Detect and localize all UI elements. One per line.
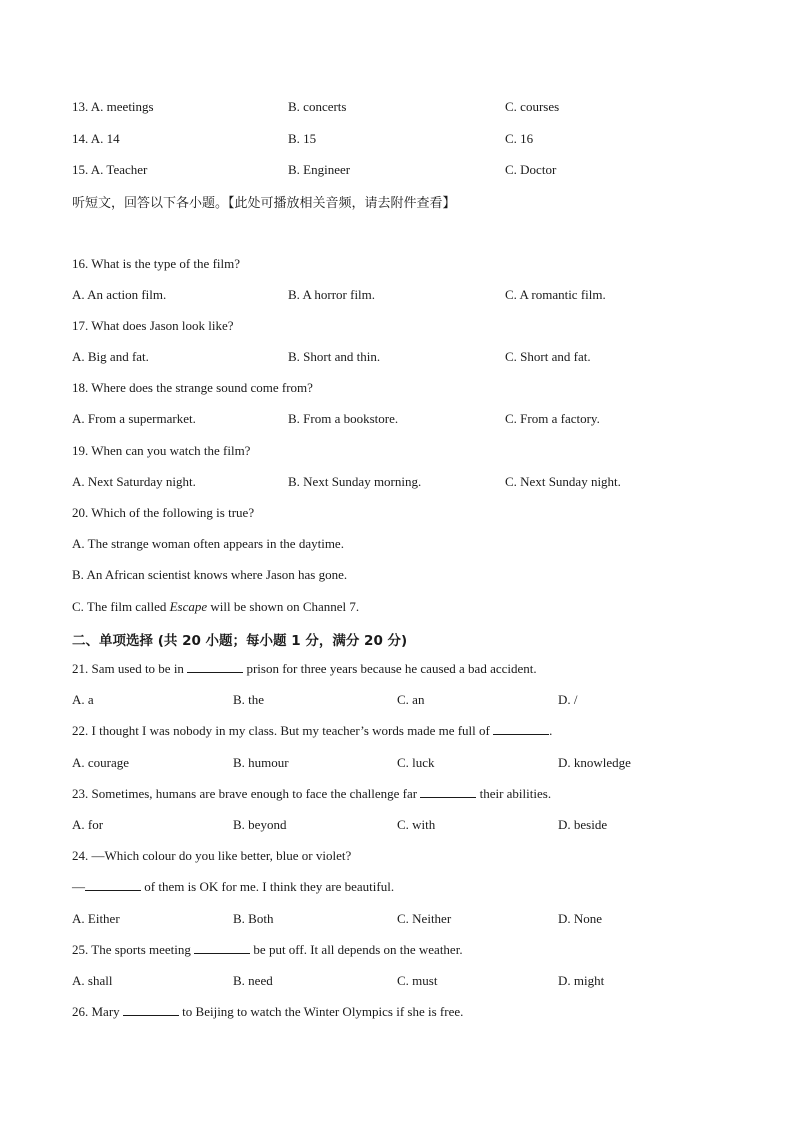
q16-option-c: C. A romantic film.: [505, 287, 606, 302]
q26-stem-post: to Beijing to watch the Winter Olympics if she is free.: [178, 1004, 464, 1019]
q20-stem: 20. Which of the following is true?: [72, 505, 255, 520]
listening-instruction: 听短文，回答以下各小题。【此处可播放相关音频，请去附件查看】: [72, 196, 456, 211]
q23-option-c: C. with: [397, 817, 436, 832]
q13-option-a: 13. A. meetings: [72, 99, 154, 114]
q16-option-a: A. An action film.: [72, 287, 167, 302]
q24-reply: [72, 879, 394, 895]
answer-blank: [123, 1014, 179, 1016]
q25-option-d: D. might: [558, 973, 605, 988]
q20-option-c-pre: C. The film called: [72, 599, 170, 614]
q22-option-d: D. knowledge: [558, 755, 631, 770]
q24-stem: 24. —Which colour do you like better, blue or violet?: [72, 848, 352, 863]
q25-stem-post: be put off. It all depends on the weather.: [250, 942, 463, 957]
q23-stem-post: their abilities.: [476, 786, 552, 801]
q22-option-c: C. luck: [397, 755, 435, 770]
q15-option-a: 15. A. Teacher: [72, 162, 148, 177]
q24-dash: —: [72, 879, 85, 894]
q22-stem-pre: 22. I thought I was nobody in my class. But my teacher’s words made me full of: [72, 723, 494, 738]
q24-option-d: D. None: [558, 911, 603, 926]
q25-option-a: A. shall: [72, 973, 113, 988]
q21-option-d: D. /: [558, 692, 578, 707]
q20-film-title: Escape: [169, 599, 208, 614]
q16-option-b: B. A horror film.: [288, 287, 376, 302]
q15-option-b: B. Engineer: [288, 162, 351, 177]
q18-stem: 18. Where does the strange sound come from?: [72, 380, 313, 395]
q25-option-c: C. must: [397, 973, 438, 988]
q22-option-b: B. humour: [233, 755, 289, 770]
q25-option-b: B. need: [233, 973, 273, 988]
q14-option-c: C. 16: [505, 131, 534, 146]
q17-option-c: C. Short and fat.: [505, 349, 591, 364]
q20-option-b: B. An African scientist knows where Jason has gone.: [72, 567, 348, 582]
q20-option-a: A. The strange woman often appears in the daytime.: [72, 536, 344, 551]
q24-option-a: A. Either: [72, 911, 120, 926]
q15-option-c: C. Doctor: [505, 162, 557, 177]
q21-stem: [72, 661, 537, 677]
q13-option-c: C. courses: [505, 99, 560, 114]
answer-blank: [420, 796, 476, 798]
answer-blank: [85, 889, 141, 891]
q23-option-a: A. for: [72, 817, 104, 832]
q26-stem-pre: 26. Mary: [72, 1004, 123, 1019]
q18-option-a: A. From a supermarket.: [72, 411, 196, 426]
q19-option-b: B. Next Sunday morning.: [288, 474, 422, 489]
q21-option-a: A. a: [72, 692, 94, 707]
q25-stem-pre: 25. The sports meeting: [72, 942, 195, 957]
q14-option-b: B. 15: [288, 131, 317, 146]
q23-stem: [72, 786, 551, 802]
q18-option-b: B. From a bookstore.: [288, 411, 399, 426]
q23-stem-pre: 23. Sometimes, humans are brave enough to face the challenge far: [72, 786, 421, 801]
q20-option-c-post: will be shown on Channel 7.: [207, 599, 360, 614]
q21-stem-post: prison for three years because he caused a bad accident.: [243, 661, 537, 676]
q23-option-d: D. beside: [558, 817, 608, 832]
q19-option-a: A. Next Saturday night.: [72, 474, 196, 489]
q16-stem: 16. What is the type of the film?: [72, 256, 240, 271]
q26-stem: [72, 1004, 463, 1020]
q21-option-c: C. an: [397, 692, 425, 707]
q24-option-b: B. Both: [233, 911, 274, 926]
q22-option-a: A. courage: [72, 755, 130, 770]
answer-blank: [493, 733, 549, 735]
q17-option-b: B. Short and thin.: [288, 349, 381, 364]
q24-option-c: C. Neither: [397, 911, 452, 926]
q21-stem-pre: 21. Sam used to be in: [72, 661, 188, 676]
q19-stem: 19. When can you watch the film?: [72, 443, 251, 458]
q17-option-a: A. Big and fat.: [72, 349, 149, 364]
q22-stem: [72, 723, 552, 739]
q19-option-c: C. Next Sunday night.: [505, 474, 621, 489]
q21-option-b: B. the: [233, 692, 265, 707]
q20-option-c: [72, 599, 359, 615]
q23-option-b: B. beyond: [233, 817, 287, 832]
q13-option-b: B. concerts: [288, 99, 347, 114]
q25-stem: [72, 942, 463, 958]
q22-stem-post: .: [549, 723, 553, 738]
q24-reply-post: of them is OK for me. I think they are beautiful.: [141, 879, 395, 894]
q14-option-a: 14. A. 14: [72, 131, 120, 146]
answer-blank: [187, 671, 243, 673]
section-heading: 二、单项选择 (共 20 小题；每小题 1 分，满分 20 分): [72, 633, 408, 649]
q18-option-c: C. From a factory.: [505, 411, 600, 426]
q17-stem: 17. What does Jason look like?: [72, 318, 234, 333]
answer-blank: [194, 952, 250, 954]
